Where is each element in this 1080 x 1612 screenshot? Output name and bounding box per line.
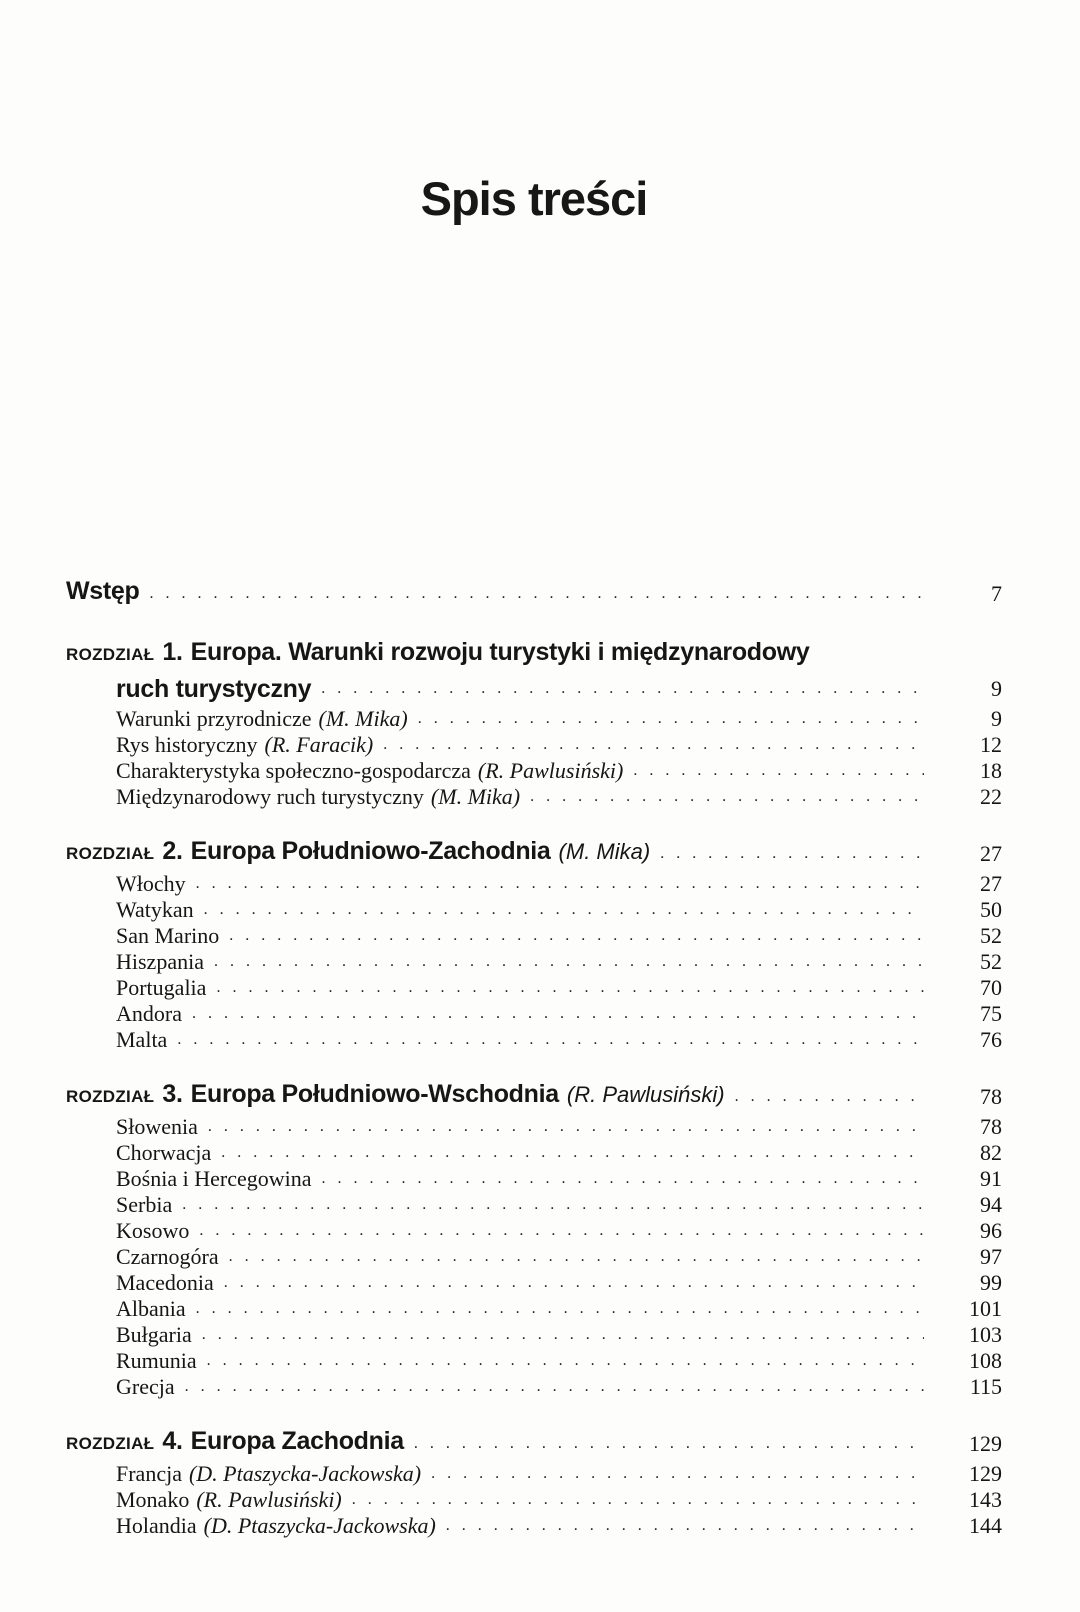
section-label: Kosowo	[116, 1218, 190, 1243]
page-number: 143	[969, 1487, 1002, 1512]
toc-section-row	[66, 897, 1002, 923]
dot-leader	[177, 1027, 924, 1053]
page-number: 91	[980, 1166, 1002, 1191]
page-number: 82	[980, 1140, 1002, 1165]
toc-section-row	[66, 784, 1002, 810]
dot-leader	[446, 1513, 924, 1539]
toc-section-row	[66, 706, 1002, 732]
section-label: Malta	[116, 1027, 168, 1052]
page-number: 22	[980, 784, 1002, 809]
dot-leader	[414, 1427, 924, 1461]
section-label: Charakterystyka społeczno-gospodarcza	[116, 758, 471, 783]
chapter-word: ROZDZIAŁ	[66, 1087, 155, 1106]
chapter-number: 1.	[162, 638, 183, 666]
chapter-label	[66, 574, 140, 611]
toc-chapter-row	[66, 1077, 1002, 1114]
section-label: Watykan	[116, 897, 194, 922]
dot-leader	[192, 1001, 924, 1027]
chapter-title: Europa Południowo-Zachodnia	[190, 837, 551, 865]
dot-leader	[196, 871, 924, 897]
page-number: 99	[980, 1270, 1002, 1295]
section-label: Warunki przyrodnicze	[116, 706, 312, 731]
page-number: 129	[969, 1461, 1002, 1486]
section-label: Bułgaria	[116, 1322, 192, 1347]
toc-section-row	[66, 923, 1002, 949]
page-number: 75	[980, 1001, 1002, 1026]
section-author: (R. Pawlusiński)	[477, 758, 624, 783]
section-label: Macedonia	[116, 1270, 214, 1295]
toc-section-row	[66, 1140, 1002, 1166]
page-number: 115	[969, 1374, 1002, 1399]
toc-section-row	[66, 949, 1002, 975]
page-number: 18	[980, 758, 1002, 783]
chapter-title-continuation: ruch turystyczny	[116, 675, 312, 703]
section-author: (M. Mika)	[430, 784, 521, 809]
toc-section-row	[66, 1348, 1002, 1374]
page-number: 9	[991, 676, 1002, 701]
section-author: (D. Ptaszycka-Jackowska)	[188, 1461, 422, 1486]
toc-section-row	[66, 1374, 1002, 1400]
chapter-word: ROZDZIAŁ	[66, 645, 155, 664]
section-label: Chorwacja	[116, 1140, 212, 1165]
dot-leader	[418, 706, 924, 732]
page-number: 101	[969, 1296, 1002, 1321]
page-number: 97	[980, 1244, 1002, 1269]
section-label: Monako	[116, 1487, 190, 1512]
toc-section-row	[66, 1027, 1002, 1053]
section-label: Francja	[116, 1461, 182, 1486]
page-title: Spis treści	[420, 172, 648, 225]
dot-leader	[229, 923, 924, 949]
page-number: 129	[969, 1431, 1002, 1456]
toc-section-row	[66, 1244, 1002, 1270]
section-label: Hiszpania	[116, 949, 204, 974]
section-label: San Marino	[116, 923, 220, 948]
page-number: 78	[980, 1084, 1002, 1109]
toc-section-row	[66, 1513, 1002, 1539]
chapter-title: Europa. Warunki rozwoju turystyki i międzynarodowy	[190, 638, 810, 666]
dot-leader	[224, 1270, 924, 1296]
page-number: 103	[969, 1322, 1002, 1347]
page-number: 27	[980, 841, 1002, 866]
section-label: Serbia	[116, 1192, 173, 1217]
toc-section-row	[66, 1001, 1002, 1027]
dot-leader	[207, 1348, 924, 1374]
toc-section-row	[66, 1270, 1002, 1296]
section-label: Rys historyczny	[116, 732, 258, 757]
page-number: 7	[991, 581, 1002, 606]
dot-leader	[196, 1296, 924, 1322]
page-number: 12	[980, 732, 1002, 757]
toc-chapter-row	[66, 574, 1002, 611]
dot-leader	[208, 1114, 924, 1140]
page-number: 50	[980, 897, 1002, 922]
page-number: 70	[980, 975, 1002, 1000]
chapter-author: (R. Pawlusiński)	[566, 1082, 725, 1107]
chapter-number: 4.	[162, 1427, 183, 1455]
toc-section-row	[66, 1192, 1002, 1218]
chapter-title: Europa Południowo-Wschodnia	[190, 1080, 559, 1108]
section-label: Czarnogóra	[116, 1244, 219, 1269]
dot-leader	[204, 897, 924, 923]
page-number: 76	[980, 1027, 1002, 1052]
dot-leader	[322, 1166, 925, 1192]
chapter-title: Wstęp	[66, 577, 140, 605]
dot-leader	[182, 1192, 924, 1218]
dot-leader	[383, 732, 924, 758]
dot-leader	[352, 1487, 924, 1513]
dot-leader	[216, 975, 924, 1001]
section-label: Albania	[116, 1296, 186, 1321]
toc-chapter-continuation-row	[66, 672, 1002, 706]
dot-leader	[660, 837, 924, 871]
chapter-word: ROZDZIAŁ	[66, 1434, 155, 1453]
chapter-title: Europa Zachodnia	[190, 1427, 404, 1455]
dot-leader	[202, 1322, 924, 1348]
dot-leader	[321, 672, 924, 706]
dot-leader	[735, 1080, 924, 1114]
section-label: Słowenia	[116, 1114, 198, 1139]
toc-list	[66, 574, 1002, 1539]
dot-leader	[229, 1244, 924, 1270]
toc-section-row	[66, 1218, 1002, 1244]
page-number: 96	[980, 1218, 1002, 1243]
chapter-number: 2.	[162, 837, 183, 865]
toc-section-row	[66, 975, 1002, 1001]
toc-chapter-row	[66, 635, 1002, 672]
chapter-label	[66, 834, 650, 871]
toc-section-row	[66, 1487, 1002, 1513]
dot-leader	[633, 758, 924, 784]
section-label: Rumunia	[116, 1348, 197, 1373]
page-number: 94	[980, 1192, 1002, 1217]
chapter-number: 3.	[162, 1080, 183, 1108]
section-label: Bośnia i Hercegowina	[116, 1166, 312, 1191]
toc-chapter-row	[66, 1424, 1002, 1461]
dot-leader	[185, 1374, 924, 1400]
section-label: Andora	[116, 1001, 182, 1026]
dot-leader	[150, 577, 924, 611]
dot-leader	[530, 784, 924, 810]
toc-section-row	[66, 1114, 1002, 1140]
section-author: (R. Faracik)	[264, 732, 374, 757]
section-label: Włochy	[116, 871, 186, 896]
section-label: Holandia	[116, 1513, 197, 1538]
dot-leader	[431, 1461, 924, 1487]
page-number: 144	[969, 1513, 1002, 1538]
toc-section-row	[66, 871, 1002, 897]
dot-leader	[214, 949, 924, 975]
page-number: 9	[991, 706, 1002, 731]
chapter-label	[66, 1424, 404, 1461]
section-label: Grecja	[116, 1374, 175, 1399]
section-label: Portugalia	[116, 975, 207, 1000]
chapter-label	[66, 635, 810, 672]
dot-leader	[221, 1140, 924, 1166]
section-author: (D. Ptaszycka-Jackowska)	[203, 1513, 436, 1538]
dot-leader	[199, 1218, 924, 1244]
page-number: 78	[980, 1114, 1002, 1139]
page-number: 52	[980, 949, 1002, 974]
page-number: 52	[980, 923, 1002, 948]
chapter-label	[66, 1077, 725, 1114]
section-label: Międzynarodowy ruch turystyczny	[116, 784, 424, 809]
page-number: 108	[969, 1348, 1002, 1373]
page-number: 27	[980, 871, 1002, 896]
section-author: (R. Pawlusiński)	[196, 1487, 342, 1512]
section-author: (M. Mika)	[318, 706, 408, 731]
toc-section-row	[66, 1461, 1002, 1487]
toc-section-row	[66, 1166, 1002, 1192]
toc-chapter-row	[66, 834, 1002, 871]
chapter-author: (M. Mika)	[558, 839, 651, 864]
toc-section-row	[66, 758, 1002, 784]
toc-section-row	[66, 732, 1002, 758]
chapter-word: ROZDZIAŁ	[66, 844, 155, 863]
toc-section-row	[66, 1322, 1002, 1348]
toc-section-row	[66, 1296, 1002, 1322]
